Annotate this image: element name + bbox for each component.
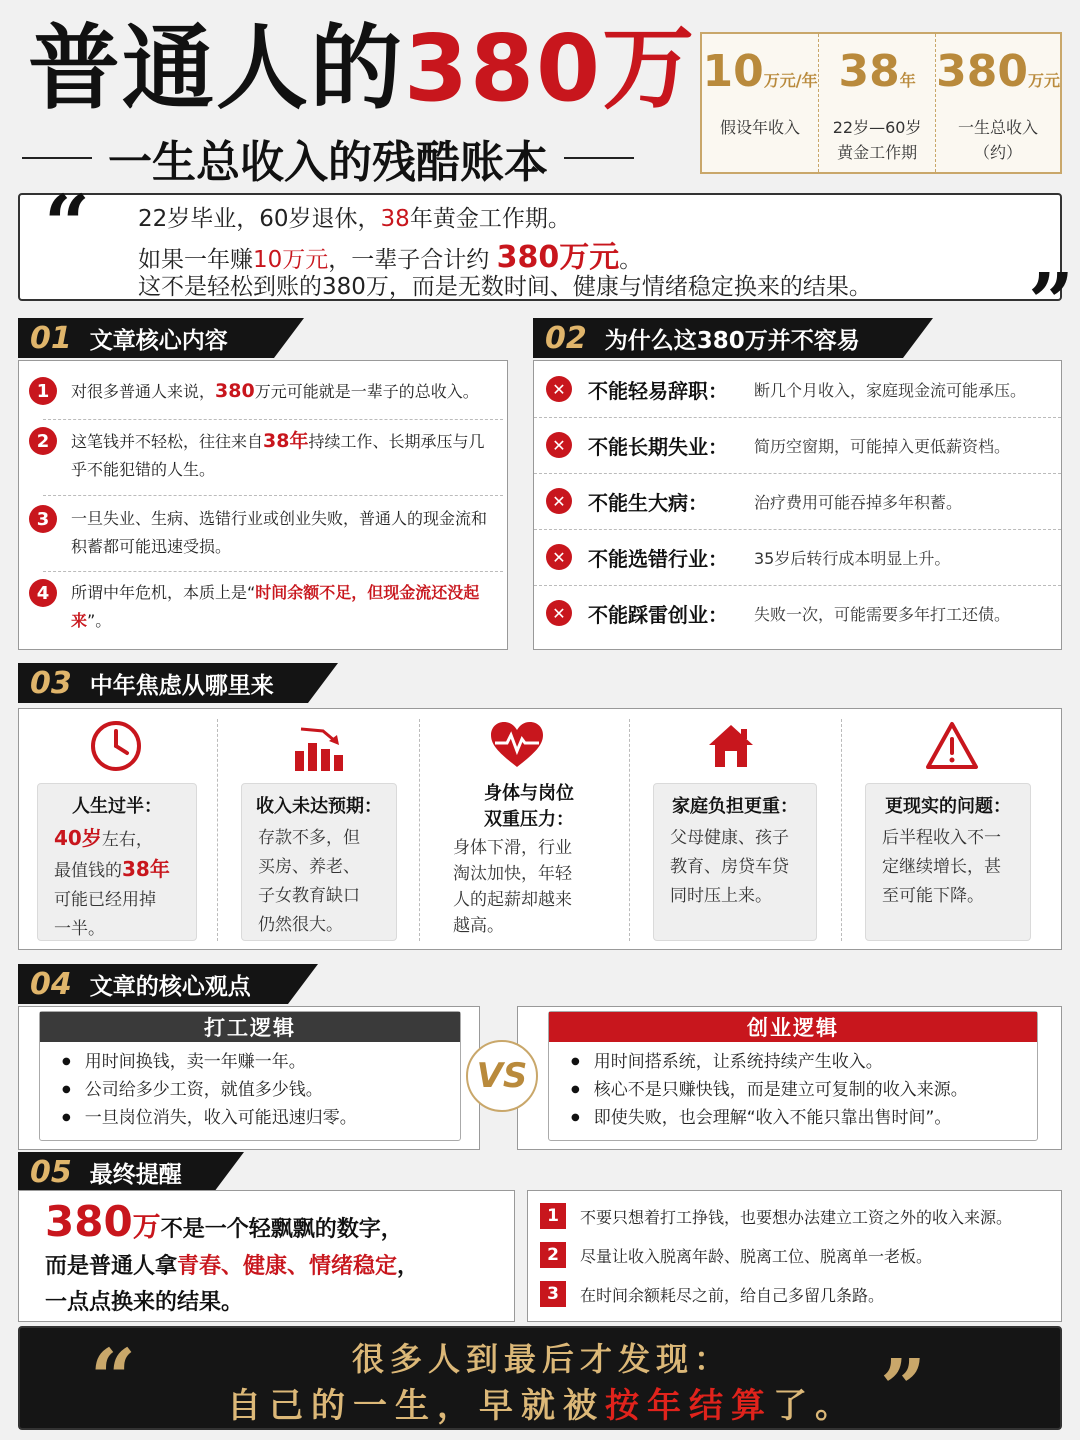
card-family-burden: 家庭负担更重： 父母健康、孩子 教育、房贷车贷 同时压上来。	[653, 783, 817, 941]
divider	[419, 719, 420, 941]
tip-item: 1 不要只想着打工挣钱，也要想办法建立工资之外的收入来源。	[540, 1203, 1012, 1229]
stat-value: 38	[838, 46, 900, 97]
list-item: ● 用时间换钱，卖一年赚一年。	[62, 1048, 460, 1076]
cross-icon: ✕	[546, 600, 572, 626]
quote-line-3: 这不是轻松到账的380万，而是无数时间、健康与情绪稳定换来的结果。	[138, 274, 872, 300]
reason-row: ✕ 不能选错行业： 35岁后转行成本明显上升。	[534, 529, 1061, 585]
section-title: 文章的核心观点	[89, 973, 251, 1000]
stat-label: 假设年收入	[720, 118, 801, 137]
clock-icon	[89, 719, 143, 777]
stat-label: 一生总收入 （约）	[958, 118, 1039, 162]
main-title	[28, 14, 696, 124]
list-item: ● 用时间搭系统，让系统持续产生收入。	[571, 1048, 1037, 1076]
business-logic-box	[517, 1006, 1062, 1150]
section-number: 03	[30, 665, 72, 701]
number-badge: 1	[29, 377, 57, 405]
section-04-header	[18, 964, 288, 1004]
banner-line-1: 很多人到最后才发现：	[351, 1340, 732, 1378]
number-badge: 3	[540, 1281, 566, 1307]
section-number: 01	[30, 320, 72, 356]
stat-unit: 万元/年	[763, 71, 818, 90]
final-reminder-box: 380万不是一个轻飘飘的数字， 而是普通人拿青春、健康、情绪稳定， 一点点换来的结果。	[18, 1190, 515, 1322]
section-01-header	[18, 318, 274, 358]
divider	[629, 719, 630, 941]
section-03-header	[18, 663, 308, 703]
divider	[43, 419, 503, 420]
subtitle: 一生总收入的残酷账本	[108, 137, 548, 188]
tip-item: 2 尽量让收入脱离年龄、脱离工位、脱离单一老板。	[540, 1242, 932, 1268]
tip-item: 3 在时间余额耗尽之前，给自己多留几条路。	[540, 1281, 884, 1307]
divider	[22, 157, 92, 159]
house-icon	[707, 723, 755, 773]
stat-unit: 万元	[1027, 71, 1060, 90]
quote-line-1: 22岁毕业，60岁退休，38年黄金工作期。	[138, 206, 571, 232]
list-item: ● 即使失败，也会理解“收入不能只靠出售时间”。	[571, 1104, 1037, 1132]
divider	[564, 157, 634, 159]
reason-row: ✕ 不能踩雷创业： 失败一次，可能需要多年打工还债。	[534, 585, 1061, 641]
list-item: 2 这笔钱并不轻松，往往来自38年持续工作、长期承压与几乎不能犯错的人生。	[29, 427, 499, 484]
number-badge: 2	[540, 1242, 566, 1268]
divider	[43, 495, 503, 496]
core-content-box	[18, 360, 508, 650]
list-item: ● 一旦岗位消失，收入可能迅速归零。	[62, 1104, 460, 1132]
open-quote-icon: “	[44, 177, 91, 271]
why-not-easy-box	[533, 360, 1062, 650]
vs-badge: VS	[466, 1040, 538, 1112]
section-05-header	[18, 1152, 214, 1192]
card-reality-problem: 更现实的问题： 后半程收入不一 定继续增长，甚 至可能下降。	[865, 783, 1031, 941]
employee-logic-box	[18, 1006, 480, 1150]
close-quote-icon: ”	[880, 1341, 927, 1435]
number-badge: 1	[540, 1203, 566, 1229]
divider	[43, 571, 503, 572]
reason-row: ✕ 不能生大病： 治疗费用可能吞掉多年积蓄。	[534, 473, 1061, 529]
list-item: 1 对很多普通人来说，380万元可能就是一辈子的总收入。	[29, 377, 499, 406]
banner-line-2: 自己的一生，早就被按年结算了。	[227, 1386, 857, 1426]
cross-icon: ✕	[546, 488, 572, 514]
number-badge: 2	[29, 427, 57, 455]
stat-lifetime-income	[936, 34, 1060, 172]
cross-icon: ✕	[546, 376, 572, 402]
stat-value: 10	[702, 46, 764, 97]
section-number: 04	[30, 966, 72, 1002]
card-life-half: 人生过半： 40岁左右， 最值钱的38年 可能已经用掉 一半。	[37, 783, 197, 941]
list-item: 3 一旦失业、生病、选错行业或创业失败，普通人的现金流和积蓄都可能迅速受损。	[29, 505, 499, 561]
card-income-expectation: 收入未达预期： 存款不多，但 买房、养老、 子女教育缺口 仍然很大。	[241, 783, 397, 941]
number-badge: 3	[29, 505, 57, 533]
title-highlight: 380万	[404, 15, 697, 122]
divider	[841, 719, 842, 941]
open-quote-icon: “	[90, 1331, 137, 1425]
bottom-banner	[18, 1326, 1062, 1435]
section-title: 中年焦虑从哪里来	[89, 672, 274, 699]
section-number: 02	[545, 320, 587, 356]
close-quote-icon: ”	[1028, 255, 1075, 349]
section-title: 文章核心内容	[89, 327, 228, 354]
bar-chart-icon	[293, 723, 347, 777]
section-number: 05	[30, 1154, 72, 1190]
business-logic-title: 创业逻辑	[549, 1012, 1037, 1042]
title-part: 普通人的	[28, 15, 405, 122]
reason-row: ✕ 不能长期失业： 简历空窗期，可能掉入更低薪资档。	[534, 417, 1061, 473]
stats-box	[700, 32, 1062, 174]
cross-icon: ✕	[546, 432, 572, 458]
number-badge: 4	[29, 579, 57, 607]
list-item: ● 公司给多少工资，就值多少钱。	[62, 1076, 460, 1104]
section-title: 为什么这380万并不容易	[604, 327, 860, 354]
stat-label: 22岁—60岁 黄金工作期	[832, 118, 922, 162]
list-item: ● 核心不是只赚快钱，而是建立可复制的收入来源。	[571, 1076, 1037, 1104]
stat-work-years	[819, 34, 936, 172]
stat-annual-income	[702, 34, 819, 172]
reason-row: ✕ 不能轻易辞职： 断几个月收入，家庭现金流可能承压。	[534, 361, 1061, 417]
stat-unit: 年	[899, 71, 916, 90]
cross-icon: ✕	[546, 544, 572, 570]
subtitle-row	[22, 128, 682, 188]
card-body-pressure: 身体与岗位 双重压力： 身体下滑，行业 淘汰加快，年轻 人的起薪却越来 越高。	[453, 783, 574, 936]
section-title: 最终提醒	[89, 1161, 182, 1188]
anxiety-sources-box	[18, 708, 1062, 950]
employee-logic-title: 打工逻辑	[40, 1012, 460, 1042]
divider	[217, 719, 218, 941]
section-02-header	[533, 318, 903, 358]
tips-box	[527, 1190, 1062, 1322]
warning-icon	[925, 721, 979, 775]
quote-line-2: 如果一年赚10万元，一辈子合计约 380万元。	[138, 240, 643, 275]
stat-value: 380	[936, 46, 1028, 97]
heart-pulse-icon	[489, 721, 545, 773]
list-item: 4 所谓中年危机，本质上是“时间余额不足，但现金流还没起来”。	[29, 579, 499, 635]
